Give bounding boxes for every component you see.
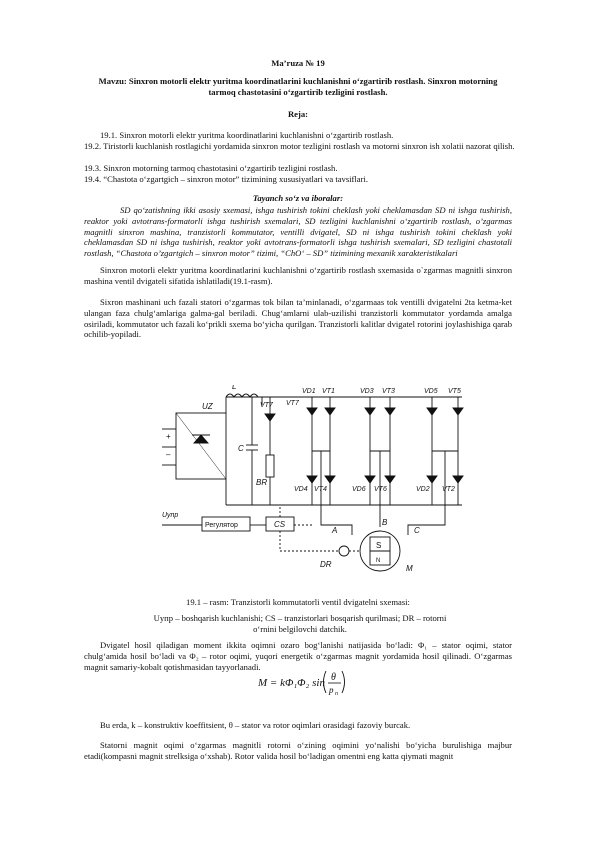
label-c: C	[238, 444, 244, 453]
lecture-title: Ma’ruza № 19	[271, 58, 325, 68]
paragraph-3: Dvigatel hosil qiladigan moment ikkita oqimni ozaro bog‘lanishi natijasida bo‘ladi: Φ₁ – stator oqimi, stator chulg‘amida hosil bo‘ladi va Φ₂ – rotor oqimi, yuqori energetik o‘zgarmas magnit yordamida hosil qilinadi. O‘zgarmas magnit samariy-kobalt qotishmasidan tayyorlanadi.	[84, 640, 512, 672]
moment-formula	[258, 663, 348, 701]
label-l: L	[232, 385, 237, 391]
plan-item-2: 19.2. Tiristorli kuchlanish rostlagichi yordamida sinxron motor tezligini rostlash va motorni sinxron ish xolatii nazorat qilish.	[84, 141, 515, 151]
circuit-diagram	[162, 385, 492, 575]
label-uz: UZ	[202, 402, 213, 411]
label-m: M	[406, 564, 413, 573]
label-vt6: VT6	[374, 486, 387, 493]
uz-diode-icon	[194, 435, 208, 443]
label-phase-c: C	[414, 526, 420, 535]
label-vd1: VD1	[302, 388, 316, 395]
sensor-dr	[339, 546, 349, 556]
label-br: BR	[256, 478, 268, 487]
plan-item-4: 19.4. “Chastota o‘zgartgich – sinxron motor” tizimining xususiyatlari va tavsiflari.	[84, 174, 369, 184]
figure-legend: Uупр – boshqarish kuchlanishi; CS – tranzistorlari bosqarish qurilmasi; DR – rotorni o‘rnini belgilovchi datchik.	[153, 613, 447, 634]
label-dr: DR	[320, 560, 332, 569]
formula-denominator-sub: n	[335, 691, 338, 697]
paragraph-5: Statorni magnit oqimi o‘zgarmas magnitli rotorni o‘zining oqimini yo‘nalishi bo‘yicha burulishiga majbur etadi(kompasni magnit strelksiga o‘xshab). Rotor valida hosil bo‘ladigan omentni eng katta qiymati magnit	[84, 740, 512, 761]
paragraph-2: Sixron mashinani uch fazali statori o‘zgarmas tok bilan ta’minlanadi, o‘zgarmaas tok ventilli dvigatelni 2ta ketma-ket ulangan faza chulg‘amlariga galma-gal beriladi. Chug‘amlarni ulab-uzilishi tranzistorli kommutator yordamda amalga osiriladi, kommutator uch fazali ko‘prikli sxema bo‘yicha qurilgan. Tranzistorli kalitlar dvigatel rotorini joylashishiga qarab ochilib-yopiladi.	[84, 297, 512, 340]
label-vt2: VT2	[442, 486, 455, 493]
keywords-heading: Tayanch so‘z va iboralar:	[252, 193, 344, 203]
label-vd3: VD3	[360, 388, 374, 395]
label-vd5: VD5	[424, 388, 438, 395]
lecture-topic: Mavzu: Sinxron motorli elektr yuritma koordinatlarini kuchlanishni o‘zgartirib rostlash. Sinxron motorning tarmoq chastotasini o‘zgartirib tezligini rostlash.	[98, 76, 498, 97]
inductor-l	[226, 394, 258, 397]
label-vd4: VD4	[294, 486, 308, 493]
plan-heading: Reja:	[287, 109, 309, 119]
label-phase-b: B	[382, 518, 388, 527]
label-vt3: VT3	[382, 388, 395, 395]
label-vd6: VD6	[352, 486, 366, 493]
label-s: S	[376, 541, 382, 550]
label-vd2: VD2	[416, 486, 430, 493]
paragraph-1: Sinxron motorli elektr yuritma koordinatlarini kuchlanishni o‘zgartirib rostlash sxemasida o`zgarmas magnitli sinxron mashina ventil dvigateli sifatida ishlatiladi(19.1-rasm).	[84, 265, 512, 286]
label-minus: –	[166, 450, 171, 459]
label-plus: +	[166, 432, 171, 441]
label-cs: CS	[274, 520, 286, 529]
label-vt5: VT5	[448, 388, 461, 395]
label-vt4: VT4	[314, 486, 327, 493]
keywords-text: SD qo‘zatishning ikki asosiy sxemasi, ishga tushirish tokini cheklash yoki cheklamasdan SD ni ishga tushirish, reaktor yoki avtotrans-formatorli ishga tushirish sxemalari, SD tezligini kuchlanishni o‘zgartirib rostlash, o’zgarmas magnitli sinxron mashina, tranzistorli kommutator, ventilli dvigatel, SD ni ishga tushirish tokini cheklash yoki cheklamasdan SD ni ishga tushirish, reaktor yoki avtotrans-formatorli ishga tushirish sxemalari, SD tezligini chastotali rostlash, “Chastota o’zgartgich – sinxron motor” tizimi, “ChO‘ – SD” tizimining mexanik xarakteristikalari	[84, 205, 512, 259]
plan-item-1: 19.1. Sinxron motorli elektr yuritma koordinatlarini kuchlanishni o‘zgartirib rostlash.	[100, 130, 394, 140]
label-phase-a: A	[332, 526, 338, 535]
label-n: N	[376, 558, 381, 564]
label-vt7b: VT7	[286, 400, 299, 407]
paragraph-4: Bu erda, k – konstruktiv koeffitsient, θ – stator va rotor oqimlari orasidagi fazoviy burcak.	[100, 720, 411, 730]
resistor-br	[266, 455, 274, 477]
formula-denominator: p	[329, 685, 334, 695]
formula-lhs: M = kΦ₁Φ₂ sin	[258, 677, 325, 689]
plan-item-3: 19.3. Sinxron motorning tarmoq chastotasini o‘zgartirib tezligini rostlash.	[84, 163, 338, 173]
label-regulator: Регулятор	[205, 522, 238, 529]
figure-caption: 19.1 – rasm: Tranzistorli kommutatorli ventil dvigatelni sxemasi:	[186, 597, 410, 607]
label-vt7: VT7	[260, 402, 273, 409]
formula-numerator: θ	[331, 672, 336, 683]
label-vt1: VT1	[322, 388, 335, 395]
label-uupr: Uупр	[162, 512, 179, 519]
